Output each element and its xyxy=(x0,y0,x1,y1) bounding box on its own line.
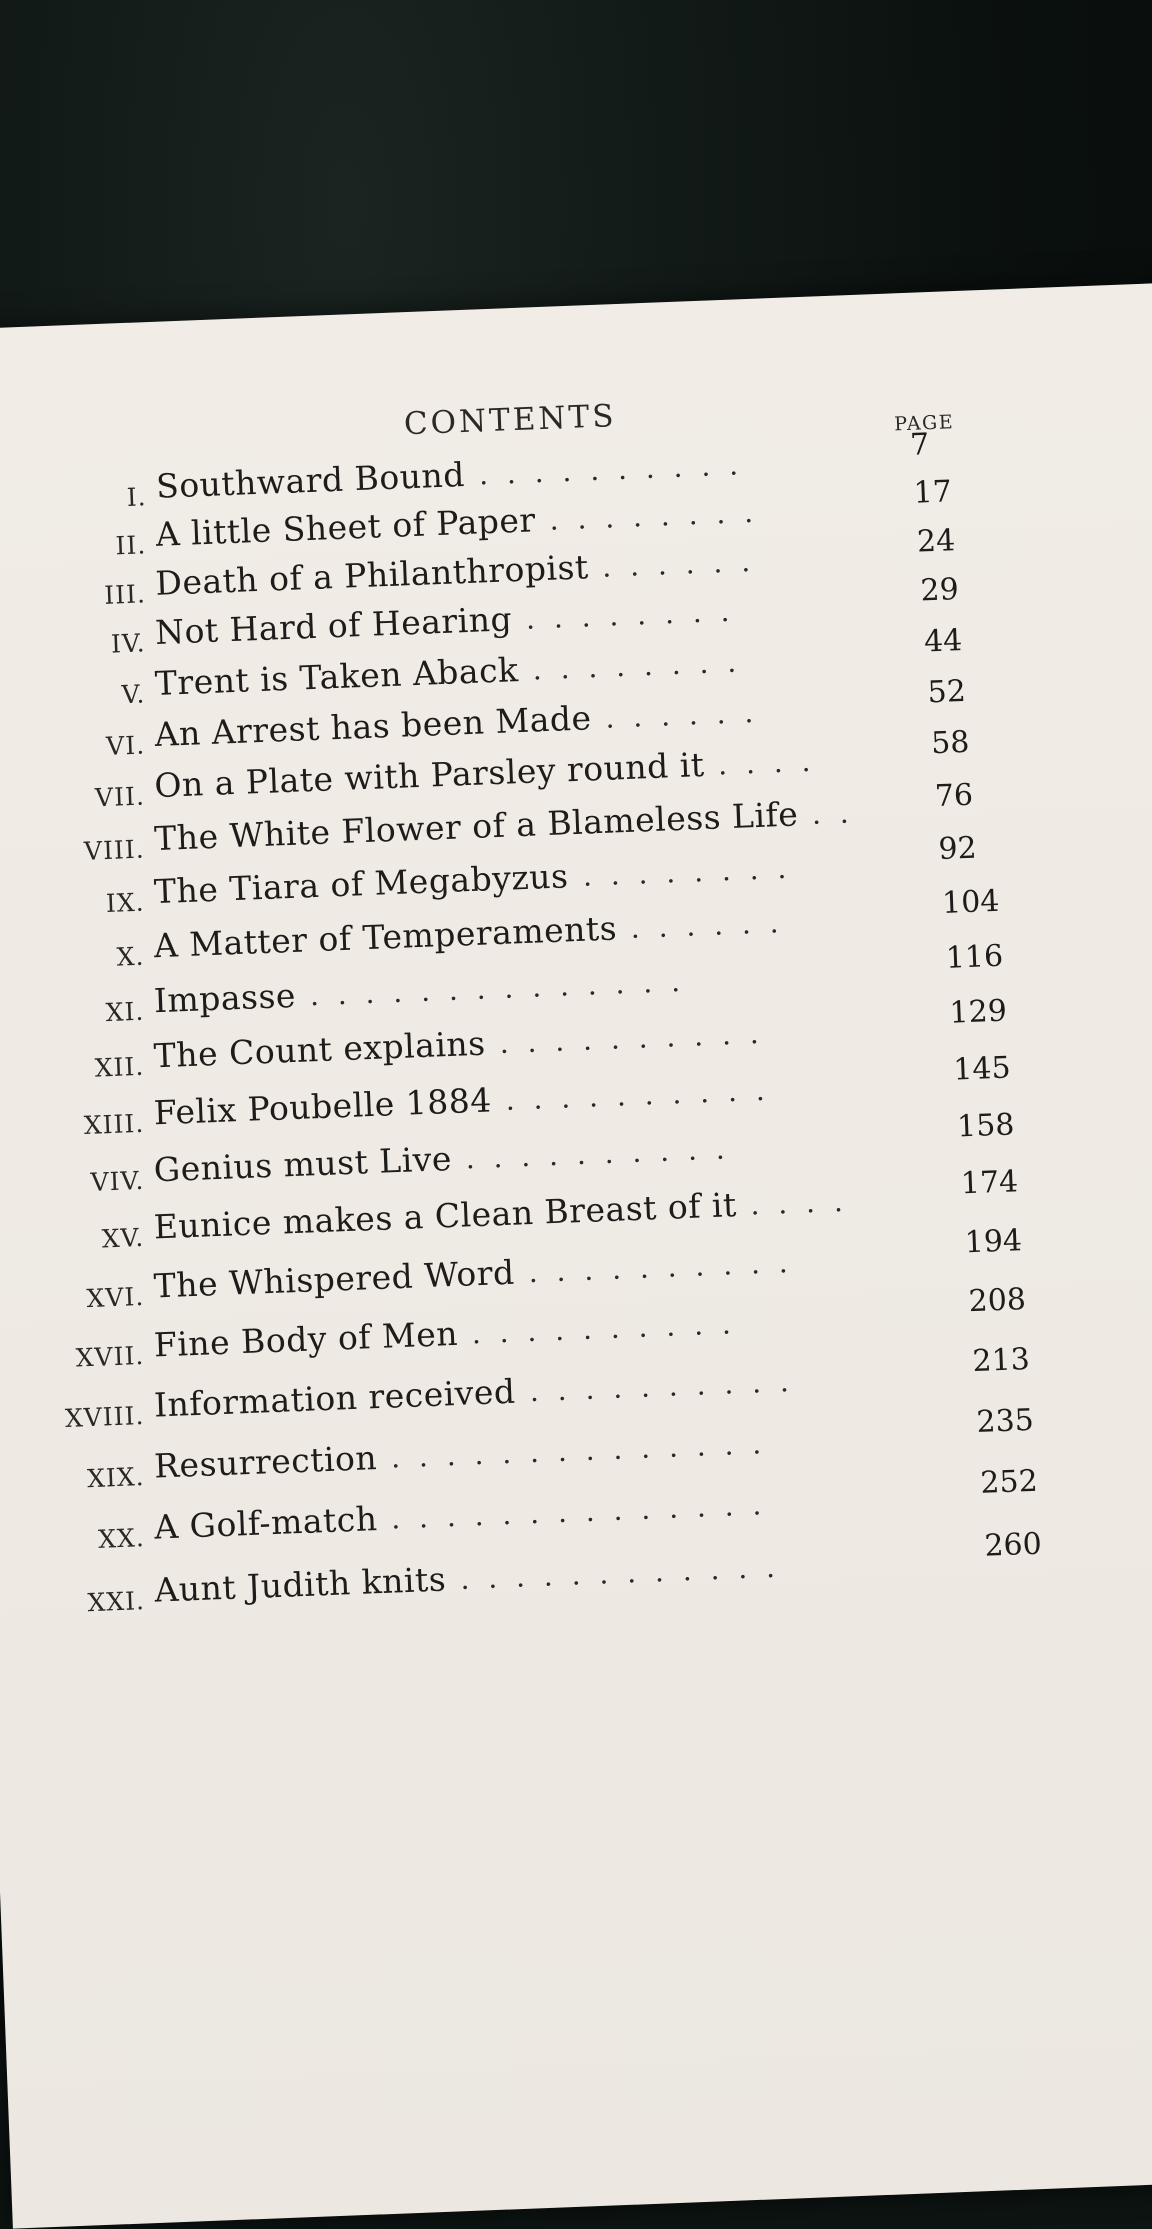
chapter-page-number: 92 xyxy=(937,830,978,868)
chapter-title: Southward Bound xyxy=(155,454,466,506)
dot-leader: . . . . . . xyxy=(601,544,756,584)
dot-leader: . . . . . . . . . . xyxy=(464,1131,731,1175)
dot-leader: . . . . . . . . . . . . xyxy=(459,1550,781,1596)
chapter-page-number: 58 xyxy=(930,725,971,762)
dot-leader: . . . . . . . . . . . . . . xyxy=(309,964,686,1013)
chapter-title: The Count explains xyxy=(153,1023,487,1076)
chapter-title: The Tiara of Megabyzus xyxy=(153,856,570,912)
dot-leader: . . . . . . xyxy=(604,695,759,735)
chapter-numeral: XXI. xyxy=(86,1585,146,1617)
dot-leader: . . . . . . . . . . . . . . xyxy=(390,1426,767,1475)
chapter-page-number: 158 xyxy=(956,1106,1016,1145)
chapter-page-number: 29 xyxy=(919,572,960,609)
book-page xyxy=(0,280,1152,2228)
chapter-page-number: 235 xyxy=(975,1402,1035,1440)
chapter-title: A little Sheet of Paper xyxy=(155,500,537,554)
chapter-page-number: 194 xyxy=(964,1222,1023,1261)
chapter-numeral: XVIII. xyxy=(64,1400,145,1433)
chapter-numeral: II. xyxy=(114,530,147,561)
chapter-title: The Whispered Word xyxy=(153,1252,516,1306)
chapter-title: Aunt Judith knits xyxy=(153,1559,447,1610)
chapter-title: On a Plate with Parsley round it xyxy=(153,745,706,806)
dot-leader: . . . . . . . . . . xyxy=(478,448,744,492)
chapter-numeral: XVII. xyxy=(75,1340,145,1373)
dot-leader: . . . . . . . . . . xyxy=(504,1073,771,1117)
dot-leader: . . . . . . . . . . xyxy=(471,1307,737,1351)
chapter-numeral: VII. xyxy=(94,781,146,813)
chapter-numeral: VIII. xyxy=(83,834,146,866)
chapter-title: A Golf-match xyxy=(153,1499,379,1547)
chapter-numeral: XIII. xyxy=(83,1108,145,1140)
dot-leader: . . xyxy=(811,796,855,831)
chapter-numeral: XX. xyxy=(97,1523,146,1555)
dot-leader: . . . . . . . . xyxy=(532,645,742,686)
page-column-label: PAGE xyxy=(893,411,955,436)
chapter-title: An Arrest has been Made xyxy=(153,697,593,754)
chapter-page-number: 7 xyxy=(909,427,930,463)
chapter-page-number: 52 xyxy=(926,673,967,710)
chapter-numeral: XI. xyxy=(105,996,145,1027)
chapter-numeral: IX. xyxy=(105,887,146,919)
chapter-title: The White Flower of a Blameless Life xyxy=(153,794,799,858)
chapter-numeral: X. xyxy=(116,941,145,972)
dot-leader: . . . . xyxy=(717,744,816,782)
chapter-page-number: 76 xyxy=(934,777,974,814)
chapter-title: Eunice makes a Clean Breast of it xyxy=(153,1185,738,1247)
chapter-numeral: I. xyxy=(126,482,148,512)
chapter-numeral: XV. xyxy=(101,1223,145,1254)
dot-leader: . . . . . . . . . . xyxy=(498,1017,765,1061)
chapter-page-number: 145 xyxy=(952,1049,1012,1088)
chapter-title: Fine Body of Men xyxy=(153,1313,459,1365)
dot-leader: . . . . . . . . xyxy=(582,851,792,893)
chapter-numeral: XIX. xyxy=(86,1461,146,1493)
chapter-numeral: III. xyxy=(103,579,147,610)
dot-leader: . . . . . . . . xyxy=(525,594,735,636)
dot-leader: . . . . . . xyxy=(630,906,785,945)
dot-leader: . . . . . . . . . . . . . . xyxy=(390,1488,767,1536)
chapter-numeral: IV. xyxy=(110,628,147,659)
dot-leader: . . . . xyxy=(749,1185,849,1222)
chapter-page-number: 252 xyxy=(979,1463,1039,1502)
chapter-numeral: VIV. xyxy=(90,1165,145,1197)
chapter-page-number: 44 xyxy=(923,622,963,659)
chapter-page-number: 213 xyxy=(971,1341,1031,1380)
dot-leader: . . . . . . . . . . xyxy=(529,1365,795,1409)
chapter-page-number: 104 xyxy=(941,883,1001,921)
dot-leader: . . . . . . . . xyxy=(548,495,759,537)
chapter-title: A Matter of Temperaments xyxy=(153,908,618,966)
chapter-numeral: VI. xyxy=(105,729,146,761)
chapter-page-number: 24 xyxy=(916,522,956,560)
chapter-page-number: 17 xyxy=(912,474,953,511)
chapter-page-number: 208 xyxy=(967,1282,1027,1320)
chapter-title: Impasse xyxy=(153,975,297,1021)
chapter-numeral: XVI. xyxy=(86,1281,145,1313)
chapter-numeral: XII. xyxy=(94,1051,145,1083)
chapter-title: Genius must Live xyxy=(153,1138,453,1189)
chapter-page-number: 116 xyxy=(945,938,1004,976)
contents-heading: CONTENTS xyxy=(403,398,618,443)
chapter-title: Felix Poubelle 1884 xyxy=(153,1079,493,1132)
chapter-page-number: 260 xyxy=(983,1526,1043,1564)
table-of-contents xyxy=(0,427,1045,1617)
chapter-title: Resurrection xyxy=(153,1437,378,1486)
chapter-title: Not Hard of Hearing xyxy=(154,599,513,653)
chapter-title: Information received xyxy=(153,1371,517,1425)
dot-leader: . . . . . . . . . . xyxy=(527,1245,794,1289)
chapter-numeral: V. xyxy=(121,678,146,709)
chapter-title: Trent is Taken Aback xyxy=(154,649,520,703)
chapter-page-number: 174 xyxy=(960,1164,1019,1202)
chapter-title: Death of a Philanthropist xyxy=(154,547,590,603)
chapter-page-number: 129 xyxy=(948,993,1008,1031)
